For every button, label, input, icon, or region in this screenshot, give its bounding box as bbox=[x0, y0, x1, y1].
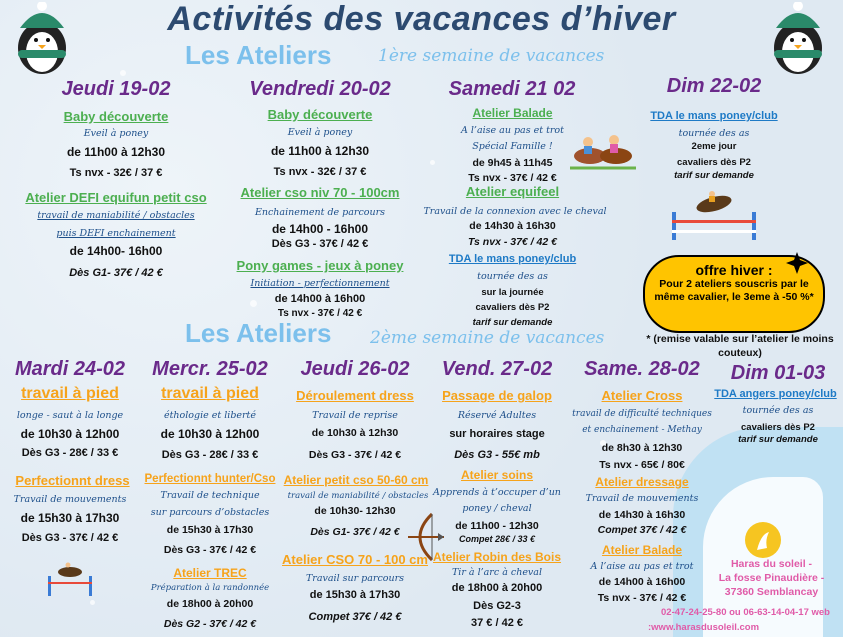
contact-phone: 02-47-24-25-80 ou 06-63-14-04-17 web bbox=[661, 607, 830, 618]
workshop-name: Atelier dressage bbox=[595, 475, 689, 489]
workshop-name: Atelier cso niv 70 - 100cm bbox=[240, 185, 400, 200]
workshop-desc: longe - saut à la longe bbox=[16, 410, 124, 421]
workshop-time: de 14h00- 16h00 bbox=[69, 244, 163, 258]
show-jumping-illustration bbox=[668, 190, 760, 242]
workshop-name: TDA le mans poney/club bbox=[650, 110, 778, 122]
workshop-desc: tournée des as bbox=[678, 128, 750, 139]
workshop-desc: Eveil à poney bbox=[83, 128, 149, 139]
workshop-time: de 10h30 à 12h00 bbox=[20, 427, 120, 441]
workshop-info: tarif sur demande bbox=[738, 434, 818, 445]
workshop-time: de 18h00 à 20h00 bbox=[451, 582, 543, 594]
workshop-time: de 14h00 à 16h00 bbox=[598, 576, 686, 588]
workshop-name: Passage de galop bbox=[442, 388, 552, 403]
day-heading: Mardi 24-02 bbox=[14, 358, 126, 380]
workshop-desc: Apprends à t’occuper d’un bbox=[433, 487, 561, 498]
workshop-name: Atelier equifeel bbox=[465, 184, 560, 199]
workshop-info: 2eme jour bbox=[691, 141, 737, 152]
day-heading: Jeudi 26-02 bbox=[300, 358, 410, 380]
workshop-name: Baby découverte bbox=[63, 109, 169, 124]
workshop-name: travail à pied bbox=[161, 385, 259, 402]
offer-note: * (remise valable sur l’atelier le moins couteux) bbox=[646, 333, 834, 359]
workshop-desc: Travail de technique bbox=[160, 490, 260, 501]
workshop-time: de 10h30 à 12h00 bbox=[160, 427, 260, 441]
workshop-name: Baby découverte bbox=[267, 107, 373, 122]
workshop-desc: travail de maniabilité / obstacles bbox=[287, 491, 429, 501]
workshop-name: TDA angers poney/club bbox=[714, 388, 837, 400]
workshop-name: Perfectionnt dress bbox=[15, 473, 130, 488]
workshop-name: Atelier CSO 70 - 100 cm bbox=[282, 552, 428, 567]
page-title: Activités des vacances d’hiver bbox=[167, 0, 676, 38]
workshop-time: de 18h00 à 20h00 bbox=[166, 598, 254, 610]
workshop-name: TDA le mans poney/club bbox=[448, 253, 577, 265]
workshop-desc: tournée des as bbox=[477, 271, 548, 282]
day-heading: Same. 28-02 bbox=[584, 358, 700, 380]
workshop-desc: tournée des as bbox=[742, 405, 814, 416]
star-icon bbox=[786, 252, 808, 274]
workshop-price: Ts nvx - 32€ / 37 € bbox=[273, 166, 367, 178]
workshop-info: cavaliers dès P2 bbox=[677, 157, 751, 168]
contact-website[interactable]: :www.harasdusoleil.com bbox=[648, 622, 760, 633]
offer-body: Pour 2 ateliers souscris par le même cavalier, le 3eme à -50 %* bbox=[654, 278, 814, 303]
day-heading: Jeudi 19-02 bbox=[61, 78, 171, 100]
workshop-name: Perfectionnt hunter/Cso bbox=[144, 473, 276, 485]
workshop-price: Dès G3 - 37€ / 42 € bbox=[308, 449, 402, 461]
offer-title: offre hiver : bbox=[695, 262, 773, 278]
workshop-time: de 14h30 à 16h30 bbox=[469, 220, 556, 232]
workshop-name: Atelier Robin des Bois bbox=[432, 550, 562, 564]
workshop-desc: et enchainement - Methay bbox=[582, 425, 702, 435]
workshop-price: Dès G3 - 55€ mb bbox=[454, 449, 540, 461]
workshop-desc: Travail de mouvements bbox=[585, 493, 699, 504]
sun-logo-icon bbox=[743, 520, 783, 560]
workshop-time: sur horaires stage bbox=[449, 428, 545, 440]
week2-heading: Les Ateliers bbox=[185, 318, 332, 348]
workshop-desc: A l’aise au pas et trot bbox=[590, 561, 694, 572]
workshop-info: cavaliers dès P2 bbox=[475, 302, 550, 313]
workshop-desc: Travail de la connexion avec le cheval bbox=[423, 206, 607, 217]
workshop-price: Ts nvx - 37€ / 42 € bbox=[597, 592, 687, 604]
workshop-price: 37 € / 42 € bbox=[471, 617, 523, 629]
workshop-desc: sur parcours d’obstacles bbox=[150, 507, 270, 518]
workshop-price: Ts nvx - 37€ / 42 € bbox=[277, 308, 363, 319]
workshop-time: de 14h00 - 16h00 bbox=[271, 222, 369, 236]
workshop-price: Dès G1- 37€ / 42 € bbox=[69, 267, 163, 279]
workshop-price: Ts nvx - 37€ / 42 € bbox=[468, 236, 557, 248]
workshop-price: Compet 37€ / 42 € bbox=[597, 524, 687, 536]
workshop-price: Compet 28€ / 33 € bbox=[458, 534, 536, 544]
workshop-desc: puis DEFI enchainement bbox=[56, 228, 176, 239]
workshop-time: de 15h30 à 17h30 bbox=[309, 589, 401, 601]
week2-label: 2ème semaine de vacances bbox=[370, 328, 605, 348]
workshop-info: tarif sur demande bbox=[674, 170, 754, 181]
snowflake bbox=[120, 70, 126, 76]
workshop-desc: travail de difficulté techniques bbox=[572, 409, 712, 419]
week1-heading: Les Ateliers bbox=[185, 40, 332, 70]
workshop-name: Atelier DEFI equifun petit cso bbox=[25, 190, 207, 205]
workshop-price: Ts nvx - 37€ / 42 € bbox=[468, 172, 557, 184]
workshop-desc: Enchainement de parcours bbox=[254, 207, 386, 218]
workshop-name: Déroulement dress bbox=[296, 388, 414, 403]
workshop-time: de 15h30 à 17h30 bbox=[166, 524, 254, 536]
workshop-price: Dès G1- 37€ / 42 € bbox=[310, 526, 400, 538]
workshop-time: de 15h30 à 17h30 bbox=[20, 511, 120, 525]
workshop-time: de 14h30 à 16h30 bbox=[598, 509, 686, 521]
workshop-time: de 11h00 à 12h30 bbox=[66, 145, 166, 159]
workshop-desc: travail de maniabilité / obstacles bbox=[37, 210, 195, 221]
workshop-desc: éthologie et liberté bbox=[163, 410, 257, 421]
workshop-price: Ts nvx - 32€ / 37 € bbox=[69, 167, 163, 179]
workshop-time: de 8h30 à 12h30 bbox=[601, 442, 683, 454]
workshop-time: de 11h00 à 12h30 bbox=[270, 144, 370, 158]
workshop-desc: Spécial Famille ! bbox=[472, 141, 553, 152]
workshop-desc: Travail de reprise bbox=[312, 410, 398, 421]
day-heading: Dim 01-03 bbox=[730, 362, 826, 384]
workshop-name: Atelier soins bbox=[460, 468, 534, 482]
day-heading: Samedi 21 02 bbox=[448, 78, 576, 100]
snowflake bbox=[430, 160, 435, 165]
workshop-price: Dès G3 - 28€ / 33 € bbox=[161, 449, 259, 461]
workshop-price: Dès G3 - 37€ / 42 € bbox=[21, 532, 119, 544]
day-heading: Mercr. 25-02 bbox=[152, 358, 268, 380]
workshop-name: Atelier Balade bbox=[472, 106, 553, 120]
workshop-name: Atelier Cross bbox=[601, 388, 683, 403]
show-jumping-illustration bbox=[46, 562, 94, 598]
workshop-price: Dès G2 - 37€ / 42 € bbox=[163, 618, 257, 630]
workshop-desc: poney / cheval bbox=[462, 503, 532, 514]
workshop-time: de 10h30 à 12h30 bbox=[311, 427, 399, 439]
workshop-name: travail à pied bbox=[21, 385, 119, 402]
workshop-time: de 9h45 à 11h45 bbox=[472, 157, 553, 169]
workshop-time: de 14h00 à 16h00 bbox=[274, 293, 366, 305]
workshop-price: Dès G3 - 28€ / 33 € bbox=[21, 447, 119, 459]
workshop-desc: Eveil à poney bbox=[287, 127, 353, 138]
workshop-price: Dès G3 - 37€ / 42 € bbox=[271, 238, 369, 250]
contact-postcode: 37360 Semblancay bbox=[724, 586, 819, 598]
workshop-desc: Travail de mouvements bbox=[13, 494, 127, 505]
workshop-desc: A l’aise au pas et trot bbox=[461, 125, 564, 136]
snowflake bbox=[90, 600, 95, 605]
workshop-price: Compet 37€ / 42 € bbox=[308, 611, 402, 623]
workshop-price: Ts nvx - 65€ / 80€ bbox=[599, 459, 685, 471]
workshop-desc: Préparation à la randonnée bbox=[150, 583, 270, 593]
family-riders-illustration bbox=[570, 128, 636, 170]
workshop-name: Atelier Balade bbox=[601, 543, 683, 557]
workshop-info: cavaliers dès P2 bbox=[741, 422, 815, 433]
day-heading: Dim 22-02 bbox=[666, 75, 762, 97]
workshop-info: Dès G2-3 bbox=[473, 600, 521, 612]
workshop-info: sur la journée bbox=[481, 287, 544, 298]
workshop-info: tarif sur demande bbox=[472, 317, 553, 328]
workshop-name: Atelier petit cso 50-60 cm bbox=[283, 473, 429, 487]
day-heading: Vendredi 20-02 bbox=[249, 78, 391, 100]
workshop-time: de 11h00 - 12h30 bbox=[455, 520, 539, 532]
day-heading: Vend. 27-02 bbox=[441, 358, 553, 380]
workshop-name: Atelier TREC bbox=[173, 566, 247, 580]
workshop-desc: Travail sur parcours bbox=[305, 573, 405, 584]
workshop-name: Pony games - jeux à poney bbox=[236, 258, 404, 273]
workshop-price: Dès G3 - 37€ / 42 € bbox=[163, 544, 257, 556]
week1-label: 1ère semaine de vacances bbox=[378, 46, 605, 66]
contact-name: Haras du soleil - bbox=[730, 558, 813, 570]
workshop-desc: Initiation - perfectionnement bbox=[250, 278, 390, 289]
workshop-time: de 10h30- 12h30 bbox=[314, 505, 396, 517]
contact-address: La fosse Pinaudière - bbox=[718, 572, 825, 584]
workshop-desc: Tir à l’arc à cheval bbox=[451, 567, 543, 578]
workshop-desc: Réservé Adultes bbox=[457, 410, 537, 421]
